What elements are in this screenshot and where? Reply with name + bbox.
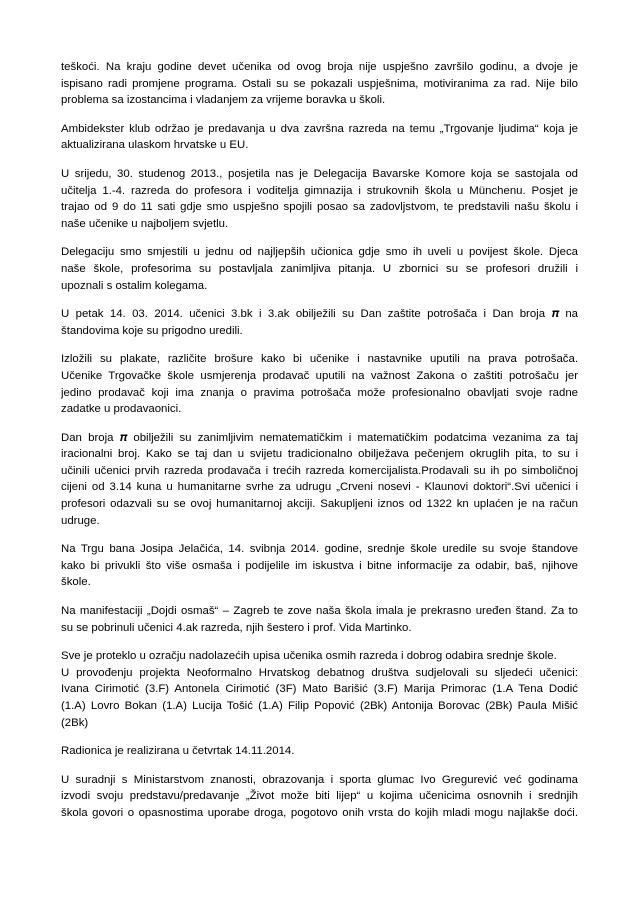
paragraph-dojdi-osmas bbox=[61, 603, 578, 636]
paragraph-jelacic-square bbox=[61, 541, 578, 591]
text-line: štandovima koje su prigodno uredili. bbox=[61, 324, 243, 337]
text-line: upoznali s ostalim kolegama. bbox=[61, 279, 208, 292]
text-line: učinili učenici prvih razreda prodavača i trećih razreda komercijalista.Prodavali su ih po simboličnoj bbox=[61, 464, 578, 477]
paragraph-delegation-classroom bbox=[61, 244, 578, 294]
text-line: Na manifestaciji „Dojdi osmaš“ – Zagreb te zove naša škola imala je prekrasno uređen štand. Za to bbox=[61, 605, 578, 618]
paragraph-gregurevic bbox=[61, 772, 578, 822]
paragraph-debate-project bbox=[61, 648, 578, 731]
paragraph-ambidekster bbox=[61, 121, 578, 154]
text-line: U suradnji s Ministarstvom znanosti, obrazovanja i sporta glumac Ivo Gregurević već godinama bbox=[61, 773, 578, 786]
text-line: škola govori o opasnostima uporabe droga, pogotovo onih vrsta do kojih mladi mogu najlakše doći. bbox=[61, 806, 578, 819]
text-line: udruge. bbox=[61, 514, 100, 527]
text-line: U petak 14. 03. 2014. učenici 3.bk i 3.ak obilježili su Dan zaštite potrošača i Dan broja 𝝅 na bbox=[61, 308, 578, 321]
text-line: ispisano radi promjene programa. Ostali su se pokazali uspješnima, motiviranima za rad. Nije bilo bbox=[61, 77, 578, 90]
text-line: aktualizirana ulaskom hrvatske u EU. bbox=[61, 139, 249, 152]
text-line: Radionica je realizirana u četvrtak 14.11.2014. bbox=[61, 745, 295, 758]
text-line: (2Bk) bbox=[61, 716, 89, 729]
text-line: (1.A) Lovro Bokan (1.A) Lucija Tošić (1.A) Filip Popović (2Bk) Antonija Borovac (2Bk) Paula Mišić bbox=[61, 700, 578, 712]
text-line: škole. bbox=[61, 576, 91, 589]
paragraph-posters bbox=[61, 351, 578, 417]
text-line: Učenike Trgovačke škole usmjerenja prodavač uputili na važnost Zakona o zaštiti potrošaču jer bbox=[61, 369, 578, 382]
text-line: naše škole, profesorima su postavljala zanimljiva pitanja. U zbornici su se profesori družili i bbox=[61, 262, 578, 275]
text-line: profesori odazvali su se ovoj humanitarnoj akciji. Sakupljeni iznos od 1322 kn uplaćen je na račun bbox=[61, 498, 578, 511]
paragraph-pi-day bbox=[61, 430, 578, 530]
text-line: Ivana Cirimotić (3.F) Antonela Cirimotić (3F) Mato Barišić (3.F) Marija Primorac (1.A Tena Dodić bbox=[61, 683, 578, 696]
text-line: Delegaciju smo smjestili u jednu od najljepših učionica gdje smo ih uveli u povijest škole. Djeca bbox=[61, 246, 578, 259]
text-line: zadatke u prodavaonici. bbox=[61, 403, 182, 416]
text-line: U provođenju projekta Neoformalno Hrvatskog debatnog društva sudjelovali su sljedeći učenici: bbox=[61, 666, 578, 679]
text-line: U srijedu, 30. studenog 2013., posjetila nas je Delegacija Bavarske Komore koja se sastojala od bbox=[61, 167, 578, 180]
paragraph-results bbox=[61, 59, 578, 109]
paragraph-delegation-visit bbox=[61, 166, 578, 232]
text-line: iracionalni broj. Kako se taj dan u svijetu tradicionalno obilježava pečenjem okruglih pita, to su i bbox=[61, 448, 578, 461]
text-line: Izložili su plakate, različite brošure kako bi učenike i nastavnike uputili na prava potrošača. bbox=[61, 353, 578, 366]
text-line: učitelja 1.-4. razreda do profesora i voditelja gimnazija i strukovnih škola u Münchenu. Posjet je bbox=[61, 184, 578, 197]
text-line: Dan broja 𝝅 obilježili su zanimljivim nematematičkim i matematičkim podatcima vezanima za taj bbox=[61, 431, 578, 444]
text-line: izvodi svoju predstavu/predavanje „Život može biti lijep“ u kojima učenicima osnovnih i srednjih bbox=[61, 790, 578, 803]
text-line: trajao od 9 do 11 sati gdje smo uspješno spojili posao sa zadovljstvom, te predstavili našu školu i bbox=[61, 201, 578, 214]
text-line: problema sa izostancima i vladanjem za vrijeme boravka u školi. bbox=[61, 94, 386, 107]
paragraph-workshop-date bbox=[61, 743, 578, 760]
text-line: Sve je proteklo u ozračju nadolazećih upisa učenika osmih razreda i dobrog odabira srednje škole. bbox=[61, 650, 557, 663]
text-line: naše učenike u najboljem svjetlu. bbox=[61, 217, 229, 230]
document-page bbox=[61, 59, 578, 834]
text-line: jedino prodavač koji ima znanja o pravima potrošača može profesionalno obavljati svoje radne bbox=[61, 386, 578, 399]
text-line: teškoći. Na kraju godine devet učenika od ovog broja nije uspješno završilo godinu, a dvoje je bbox=[61, 61, 578, 73]
text-line: su se pobrinuli učenici 4.ak razreda, njih šestero i prof. Vida Martinko. bbox=[61, 621, 412, 634]
text-line: Na Trgu bana Josipa Jelačića, 14. svibnja 2014. godine, srednje škole uredile su svoje štandove bbox=[61, 543, 578, 556]
paragraph-consumer-day bbox=[61, 306, 578, 339]
text-line: Ambidekster klub održao je predavanja u dva završna razreda na temu „Trgovanje ljudima“ koja je bbox=[61, 122, 578, 135]
text-line: kako bi privukli što više osmaša i podijelile im iskustva i bitne informacije za odabir, baš, njihove bbox=[61, 559, 578, 572]
text-line: cijeni od 3.14 kuna u humanitarne svrhe za udrugu „Crveni nosevi - Klaunovi doktori“.Svi učenici i bbox=[61, 481, 578, 494]
